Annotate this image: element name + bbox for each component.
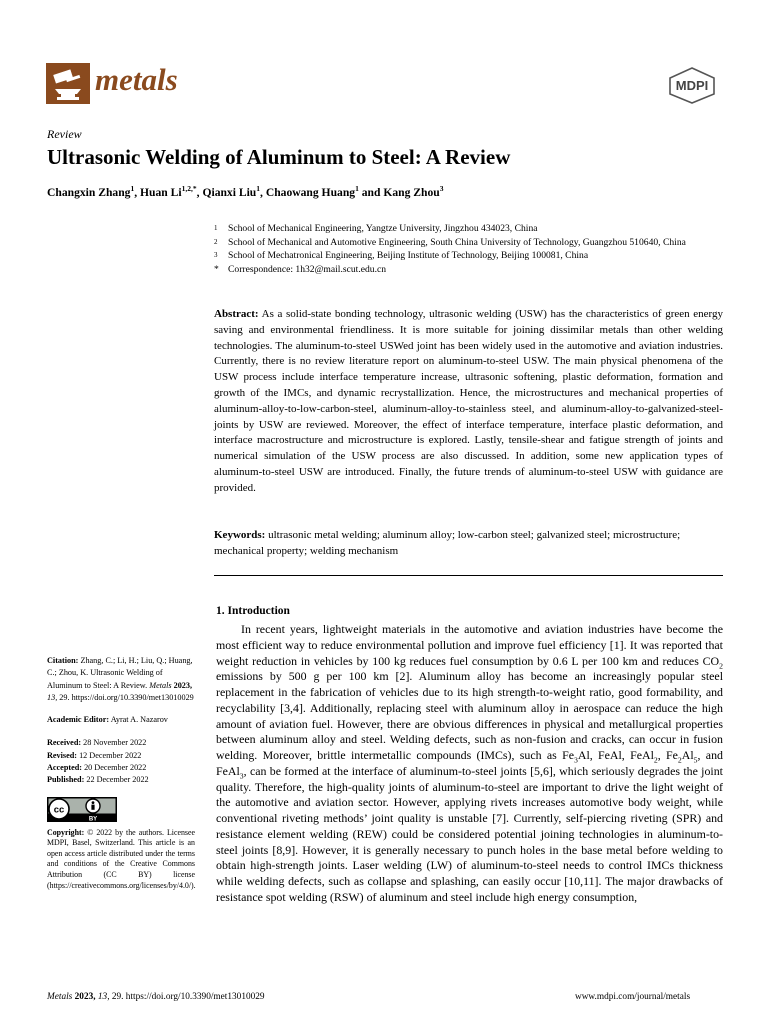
author-list: Changxin Zhang$^1$, Huan $Li^{1,2,*}$, Qianxi Liu$^1$, Chaowang Huang$^1$ and Kang Zhou$^3$ bbox=[47, 184, 444, 199]
abstract-label: Abstract: bbox=[214, 308, 259, 320]
abstract bbox=[214, 307, 723, 497]
date-revised: Revised: 12 December 2022 bbox=[47, 750, 142, 760]
abstract-text: As a solid-state bonding technology, ultrasonic welding (USW) has the characteristics of green energy saving and environmental friendliness. It is more suitable for joining dissimilar metals than other welding technologies. The aluminum-to-steel USWed joint has been widely used in the automotive and aviation industries. Currently, there is no review literature report on aluminum-to-steel USW. The main physical phenomena of the USW process include interface temperature increase, ultrasonic softening, plastic deformation, formation and growth of the IMCs, and dynamic recrystallization. Hence, the microstructures and mechanical properties of aluminum-alloy-to-low-carbon-steel, aluminum-alloy-to-stainless steel, and aluminum-alloy-to-galvanized-steel-joints by USW are reviewed. Moreover, the effect of interface temperature, interface plastic deformation, and interface macrostructure and microstructure is explored. Lastly, tensile-shear and fatigue strength of joints and numerical simulation of the USW process are also discussed. In addition, some new application types of aluminum-to-steel USW are introduced. Finally, the future trends of aluminum-to-steel USW with guidance are provided. bbox=[214, 308, 723, 494]
section-heading: 1. Introduction bbox=[216, 605, 290, 617]
keywords bbox=[214, 528, 723, 559]
article-title: Ultrasonic Welding of Aluminum to Steel: A Review bbox=[47, 145, 511, 169]
footer-journal-url[interactable]: www.mdpi.com/journal/metals bbox=[575, 992, 691, 1002]
svg-text:BY: BY bbox=[88, 816, 98, 822]
mdpi-logo-icon bbox=[666, 66, 718, 104]
date-accepted: Accepted: 20 December 2022 bbox=[47, 763, 147, 773]
footer-citation: Metals 2023, 13, 29. https://doi.org/10.3390/met13010029 bbox=[47, 992, 265, 1002]
author-affiliation-mark: 1 bbox=[256, 184, 261, 194]
journal-name: metals bbox=[95, 62, 178, 97]
author: Changxin Zhang bbox=[47, 186, 131, 199]
date-received: Received: 28 November 2022 bbox=[47, 738, 147, 748]
article-type: Review bbox=[47, 127, 82, 141]
copyright-notice: Copyright: © 2022 by the authors. Licensee MDPI, Basel, Switzerland. This article is an open access article distributed under the terms and conditions of the Creative Commons Attribution (CC BY) license (https://creativecommons.org/licenses/by/4.0/). bbox=[47, 827, 196, 890]
affiliation-item: 1 School of Mechanical Engineering, Yangtze University, Jingzhou 434023, China bbox=[214, 223, 538, 234]
author-affiliation-mark: 1 bbox=[355, 184, 359, 194]
author-affiliation-mark: 1 bbox=[130, 184, 135, 194]
academic-editor: Academic Editor: Ayrat A. Nazarov bbox=[47, 715, 168, 725]
author-affiliation-mark: 3 bbox=[439, 184, 444, 194]
author: Huan Li bbox=[140, 186, 182, 199]
article-dates bbox=[47, 737, 195, 786]
affiliation-item: 2 School of Mechanical and Automotive Engineering, South China University of Technology, Guangzhou 510640, China bbox=[214, 236, 686, 248]
affiliations bbox=[214, 222, 724, 276]
section-divider bbox=[214, 575, 723, 576]
sidebar bbox=[47, 655, 195, 891]
citation-doi-link[interactable]: 29. https://doi.org/10.3390/met13010029 bbox=[59, 692, 194, 702]
correspondence: * Correspondence: 1h32@mail.scut.edu.cn bbox=[214, 263, 387, 275]
introduction-paragraph: In recent years, lightweight materials in the automotive and aviation industries have become the most efficient way to reduce environmental pollution and improve fuel efficiency [1]. It was reported that weight reduction in vehicles by 100 kg reduces fuel consumption by 0.6 L per 100 km and reduces $CO_2$ emissions by 500 g per 100 km [2]. Aluminum alloy has become an increasingly popular steel replacement in the fabrication of vehicles due to its high strength-to-weight ratio, good formability, and recyclability [3,4]. Additionally, replacing steel with aluminum alloy in aerospace can reduce the high amount of aviation fuel. However, there are obvious differences in physical and metallurgical properties between aluminum alloy and steel. Welding defects, such as non-fusion and cracks, can occur in fusion welding. Moreover, brittle intermetallic compounds (IMCs), such as $Fe_3Al$, FeAl, FeAl$_2$, $Fe_2Al_5$, and FeAl$_3$, can be formed at the interface of aluminum-to-steel joints [5,6], which seriously degrades the joint quality. Therefore, the high-quality joints of aluminum-to-steel are important to drive the light weight of the automotive and aviation sector. However, applying rivets increases automotive body weight, while conventional riveting methods’ joint quality is unstable [7]. Currently, self-piercing riveting (SPR) and resistance element welding (REW) could be considered potential joining technologies in aluminum-to-steel joints [8,9]. However, it is generally necessary to punch holes in the base metal before welding to obtain high-strength joints. Laser welding (LW) of aluminum-to-steel needs to control IMCs thickness while welding defects, such as collapse and splashing, can easily occur [10,11]. The major drawbacks of resistance spot welding (RSW) of aluminum and steel include high energy consumption, bbox=[216, 622, 723, 904]
date-published: Published: 22 December 2022 bbox=[47, 775, 149, 785]
citation: Citation: Zhang, C.; Li, H.; Liu, Q.; Huang, C.; Zhou, K. Ultrasonic Welding of Aluminum to Steel: A Review. Metals 2023, 13, 29. https://doi.org/10.3390/met13010029 bbox=[47, 656, 194, 702]
author: Qianxi Liu bbox=[202, 186, 257, 199]
footer-doi-link[interactable]: 29. https://doi.org/10.3390/met13010029 bbox=[111, 992, 265, 1002]
keywords-label: Keywords: bbox=[214, 529, 266, 541]
author: Chaowang Huang bbox=[265, 186, 356, 199]
svg-text:cc: cc bbox=[53, 804, 65, 816]
author: Kang Zhou bbox=[383, 186, 440, 199]
cc-by-license-icon[interactable] bbox=[47, 797, 117, 822]
keywords-text: ultrasonic metal welding; aluminum alloy; low-carbon steel; galvanized steel; microstructure; mechanical property; welding mechanism bbox=[214, 529, 681, 557]
affiliation-item: 3 School of Mechatronical Engineering, Beijing Institute of Technology, Beijing 100081, China bbox=[214, 250, 589, 262]
journal-logo-icon bbox=[46, 63, 90, 104]
author-affiliation-mark: 1,2,* bbox=[181, 184, 197, 194]
publisher-name: MDPI bbox=[675, 78, 709, 93]
